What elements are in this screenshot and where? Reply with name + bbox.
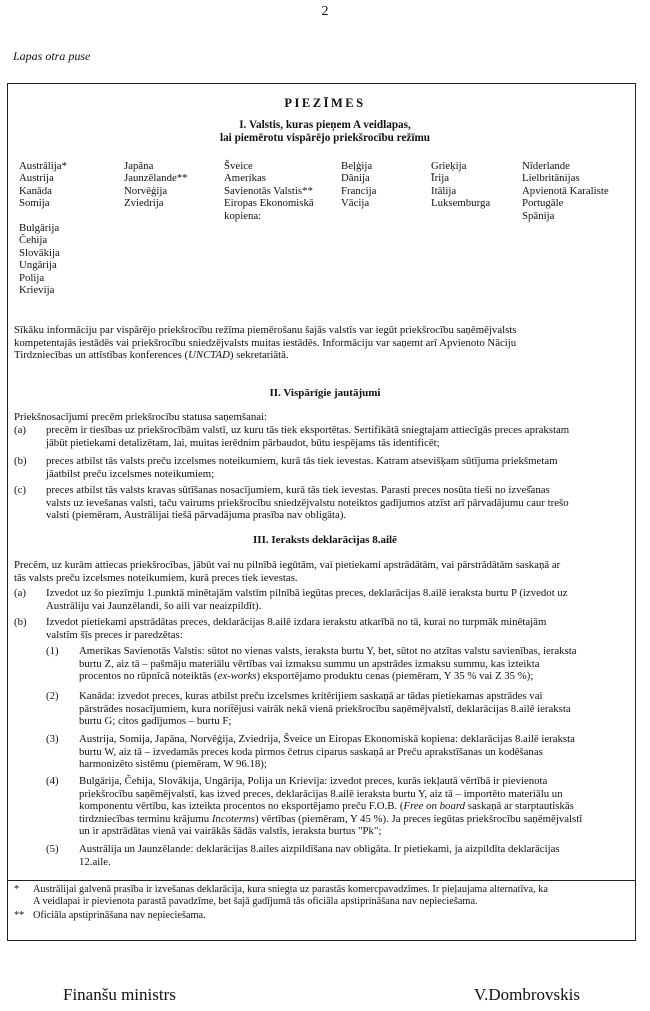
country: Beļģija	[341, 160, 373, 172]
country: Slovākija	[19, 246, 60, 259]
country: Norvēģija	[124, 184, 168, 197]
country: Dānija	[341, 172, 370, 185]
subitem-label: (4)	[46, 775, 59, 787]
country: Ungārija	[19, 259, 57, 272]
country: Krievija	[19, 284, 55, 297]
item-text: Izvedot pietiekami apstrādātas preces, deklarācijas 8.ailē izdara ierakstu atkarībā no tā, kurai no turpmāk minētajām valstīm šīs preces ir paredzētas:	[46, 616, 547, 641]
country: Savienotās Valstis**	[224, 184, 313, 197]
country-column	[224, 160, 314, 222]
subitem-label: (1)	[46, 645, 59, 657]
section1-heading-line: lai piemērotu vispārējo priekšrocību režīmu	[219, 132, 431, 144]
item-label: (b)	[14, 455, 27, 467]
country: Bulgārija	[19, 222, 60, 235]
country: Luksemburga	[431, 197, 491, 210]
country: Francija	[341, 184, 377, 197]
country: kopiena:	[224, 209, 262, 222]
country: Somija	[19, 197, 50, 210]
country: Austrālija*	[19, 160, 67, 172]
item-text: preces atbilst tās valsts kravas sūtīšanas nosacījumiem, kurā tās tiek ievestas. Parasti preces nosūta tieši no izveš̌anas valsts uz ievešanas valsti, taču vairums priekšrocību sniedzējvalstu noteiktos gadījumos atzīst arī pārvadājumu caur trešo valsti (piemēram, Austrālijai tiešā pārvadājuma prasība nav obligāta).	[46, 484, 569, 522]
country: Eiropas Ekonomiskā	[224, 197, 314, 210]
subitem-label: (5)	[46, 843, 59, 855]
country: Šveice	[224, 160, 253, 172]
country: Spānija	[522, 209, 555, 222]
country: Portugāle	[522, 197, 564, 210]
country: Itālija	[431, 184, 457, 197]
country: Čehija	[19, 234, 48, 247]
text-line: Tirdzniecības un attīstības konferences (UNCTAD) sekretariātā.	[14, 349, 289, 362]
country: Apvienotā Karaliste	[522, 184, 609, 197]
country: Japāna	[124, 160, 154, 172]
item-text: precēm ir tiesības uz priekšrocībām valstī, uz kuru tās tiek eksportētas. Sertifikātā sniegtajam attiecīgās preces aprakstam jābūt pietiekami detalizētam, lai, muitas ierēdnim pārbaudot, būtu iespējams tās identificēt;	[46, 424, 570, 449]
country: Īrija	[431, 172, 449, 185]
item-label: (b)	[14, 616, 27, 628]
item-label: (a)	[14, 424, 26, 436]
signature-name: V.Dombrovskis	[474, 985, 580, 1004]
footnote-text: Oficiāla apstiprināšana nav nepieciešama.	[33, 910, 206, 921]
signature-title: Finanšu ministrs	[63, 985, 176, 1004]
country: Jaunzēlande**	[124, 172, 188, 185]
item-text: preces atbilst tās valsts preču izcelsmes noteikumiem, kurā tās tiek ievestas. Katram atsevišķam sūtījuma priekšmetam jāatbilst preču izcelsmes noteikumiem;	[46, 455, 558, 480]
item-label: (a)	[14, 587, 26, 599]
country-column	[19, 160, 67, 296]
section1-heading-line: I. Valstis, kuras pieņem A veidlapas,	[239, 119, 411, 131]
item-text: Izvedot uz šo piezīmju 1.punktā minētajām valstīm pilnībā iegūtas preces, deklarācijas 8.ailē ieraksta burtu P (izvedot uz Austrāliju vai Jaunzēlandi, šo aili var neaizpildīt).	[46, 587, 568, 612]
subitem-text: Kanāda: izvedot preces, kuras atbilst preču izcelsmes kritērijiem saskaņā ar tādas pietiekamas apstrādes vai pārstrādes nosacījumiem, kura norit̄ējusi vairāk nekā vienā priekšrocību saņēmējvalstī, deklarācijas 8.ailē ieraksta burtu G; citos gadījumos – burtu F;	[79, 690, 571, 728]
subitem-text: Amerikas Savienotās Valstis: sūtot no vienas valsts, ieraksta burtu Y, bet, sūtot no atzītas valstu savienības, ieraksta burtu Z, aiz tā – pašmāju materiālu vērtības vai izmaksu summu un apstrādes izmaksu summu, kas izteikta procentos no rūpnīcā noteiktās (ex-works) eksportējamo produktu cenas (piemēram, Y 35 % vai Z 35 %);	[79, 645, 577, 683]
country: Amerikas	[224, 172, 266, 185]
country: Nīderlande	[522, 160, 570, 172]
section1-heading	[0, 119, 650, 145]
country: Zviedrija	[124, 197, 164, 210]
subitem-text: Austrālija un Jaunzēlande: deklarācijas 8.ailes aizpildīšana nav obligāta. Ir pietiekami, ja aizpildīta deklarācijas 12.aile.	[79, 843, 560, 868]
country: Vācija	[341, 197, 370, 210]
section3-heading: III. Ieraksts deklarācijas 8.ailē	[253, 534, 397, 546]
unctad-abbrev: UNCTAD	[188, 349, 230, 362]
subitem-label: (3)	[46, 733, 59, 745]
footnote-mark: *	[14, 884, 20, 895]
spacer	[19, 210, 67, 222]
section3-intro: Precēm, uz kurām attiecas priekšrocības, jābūt vai nu pilnībā iegūtām, vai pietiekami apstrādātām, vai pārstrādātām saskaņā ar tās valsts preču izcelsmes noteikumiem, kurā preces tiek ievestas.	[14, 559, 561, 584]
country-column	[124, 160, 188, 210]
footnote-text: Austrālijai galvenā prasība ir izvešanas deklarācija, kura sniegta uz parastās komercpavadzīmes. Ir pieļaujama alternatīva, ka A veidlapai ir pievienota parastā pavadzīme, bet šajā gadījumā tās oficiāla apstiprināšana nav nepieciešama.	[33, 884, 548, 908]
country: Polija	[19, 271, 45, 284]
page-number: 2	[321, 4, 329, 19]
country-column	[431, 160, 490, 210]
country-column	[341, 160, 376, 210]
subitem-text: Bulgārija, Čehija, Slovākija, Ungārija, Polija un Krievija: izvedot preces, kurās iekļautā vērtībā ir pievienota priekšrocību saņēmējvalstī, kas izved preces, deklarācijas 8.ailē ieraksta burtu Y, aiz tā – importēto materiālu un komponentu vērtību, kas izteikta procentos no eksportējamo preču F.O.B. (Free on board saskaņā ar starptautiskās tirdzniecības terminu krājumu Incoterms) vērtības (piemēram, Y 45 %). Ja preces iegūtas priekšrocību saņēmējvalstī un ir apstrādātas vienā vai vairākās šādās valstīs, ieraksta burtus "Pk";	[79, 775, 583, 838]
country: Grieķija	[431, 160, 467, 172]
side-label: Lapas otra puse	[13, 49, 91, 63]
item-label: (c)	[14, 484, 26, 496]
country: Austrija	[19, 172, 54, 185]
country-column	[522, 160, 609, 222]
footnote-divider	[7, 880, 636, 881]
country: Lielbritānijas	[522, 172, 580, 185]
country: Kanāda	[19, 184, 52, 197]
section2-heading: II. Vispārīgie jautājumi	[269, 387, 381, 399]
info-paragraph	[14, 324, 633, 362]
text-line: Sīkāku informāciju par vispārējo priekšrocību režīma piemērošanu šajās valstīs var iegūt priekšrocību saņēmējvalsts	[14, 324, 517, 336]
subitem-text: Austrija, Somija, Japāna, Norvēģija, Zviedrija, Šveice un Eiropas Ekonomiskā kopiena: deklarācijas 8.ailē ieraksta burtu W, aiz tā – izvedamās preces koda pirmos četrus ciparus saskaņā ar Preču aprakstīšanas un kodēšanas harmonizēto sistēmu (piemēram, W 96.18);	[79, 733, 575, 771]
notes-title: PIEZĪMES	[284, 96, 366, 110]
text-line: kompetentajās iestādēs vai priekšrocību sniedzējvalsts muitas iestādēs. Informāciju var saņemt arī Apvienoto Nāciju	[14, 336, 517, 349]
footnote-mark: **	[14, 910, 25, 921]
section2-intro: Priekšnosacījumi precēm priekšrocību statusa saņemšanai:	[14, 411, 268, 423]
subitem-label: (2)	[46, 690, 59, 702]
